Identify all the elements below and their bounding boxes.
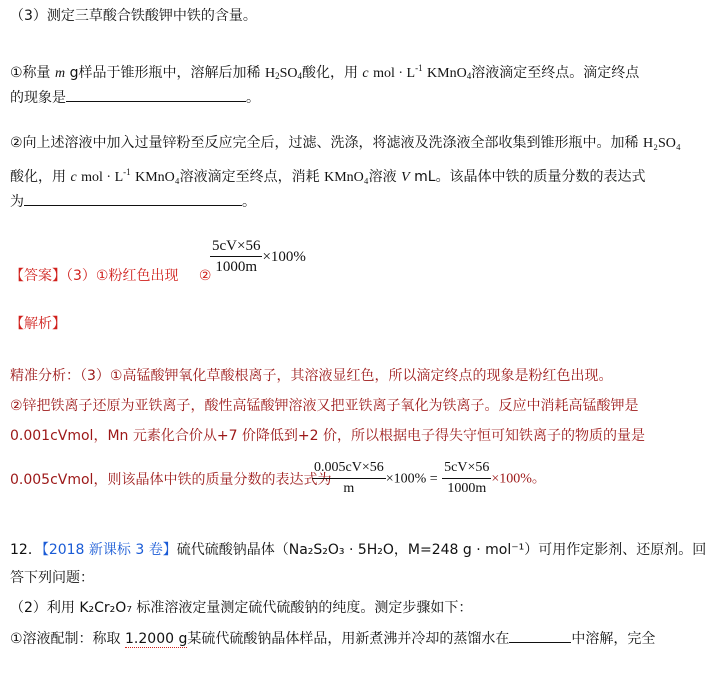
p2-line3 [10, 191, 256, 212]
p2-answer-blank[interactable] [24, 191, 242, 206]
q12-step1-mass: 1.2000 g [125, 631, 188, 647]
analysis-frac1-den: m [343, 481, 355, 496]
p2-end: 。 [242, 194, 256, 210]
p2-text-b: 溶液滴定至终点，消耗 [179, 169, 320, 185]
analysis-formula [312, 460, 546, 497]
p1-line2 [10, 87, 260, 108]
answer-frac-num: 5cV×56 [210, 238, 262, 257]
p1-text-a: ①称量 [10, 65, 51, 81]
p2-kmno4b: KMnO₄ [324, 170, 369, 185]
q12-step1-text-a: ①溶液配制：称取 [10, 631, 121, 647]
answer-tail: ×100% [262, 249, 306, 265]
p1-line1 [10, 58, 639, 86]
p1-kmno4: KMnO$_4$ [427, 66, 472, 81]
analysis-mid: ×100% = [385, 471, 438, 487]
answer-formula [210, 238, 306, 275]
p2-text-c: 溶液 [368, 169, 397, 185]
answer-line [10, 266, 211, 286]
analysis-frac1 [312, 460, 386, 497]
p2-text-d: mL。该晶体中铁的质量分数的表达式 [414, 169, 646, 185]
analysis-line3: 0.001cVmol，Mn 元素化合价从+7 价降低到+2 价，所以根据电子得失守恒可知铁离子的物质的量是 [10, 428, 646, 444]
p2-line2 [10, 162, 646, 188]
q12-line1 [10, 540, 706, 560]
q12-number: 12． [10, 542, 42, 558]
q12-source-tag[interactable]: 【2018 新课标 3 卷】 [41, 542, 177, 558]
analysis-frac2 [442, 460, 491, 497]
answer-label: 【答案】 [10, 268, 66, 284]
answer-frac-den: 1000m [215, 259, 258, 275]
analysis-line1: 精准分析：（3）①高锰酸钾氧化草酸根离子，其溶液显红色，所以滴定终点的现象是粉红色出现。 [10, 368, 613, 384]
q12-step1-text-c: 中溶解，完全 [571, 631, 656, 647]
q12-step1-blank[interactable] [509, 628, 571, 643]
q12-sub2: （2）利用 K₂Cr₂O₇ 标准溶液定量测定硫代硫酸钠的纯度。测定步骤如下： [10, 600, 473, 616]
q12-step1 [10, 628, 655, 649]
answer-num2: ② [198, 268, 212, 284]
analysis-line4-text: 0.005cVmol，则该晶体中铁的质量分数的表达式为 [10, 472, 332, 488]
q12-line2: 答下列问题： [10, 570, 94, 586]
p1-end: 。 [246, 90, 260, 106]
analysis-frac2-den: 1000m [447, 481, 487, 496]
p2-var-c: c [70, 170, 77, 185]
p2-text-line1: ②向上述溶液中加入过量锌粉至反应完全后，过滤、洗涤，将滤液及洗涤液全部收集到锥形瓶中。加稀 [10, 135, 639, 151]
analysis-frac1-num: 0.005cV×56 [312, 460, 386, 479]
answer-fraction [210, 238, 262, 275]
p2-unit: mol · $L^{-1}$ [81, 167, 131, 185]
answer-text: （3）①粉红色出现 [66, 268, 179, 284]
p1-answer-blank[interactable] [66, 87, 246, 102]
p2-line1 [10, 133, 681, 154]
p1-text-d: 溶液滴定至终点。滴定终点 [471, 65, 640, 81]
p1-text-c: 酸化，用 [301, 65, 358, 81]
p1-text-line2: 的现象是 [10, 90, 66, 106]
q12-text1: 硫代硫酸钠晶体（Na₂S₂O₃ · 5H₂O，M=248 g · mol⁻¹）可用作定影剂、还原剂。回 [176, 542, 706, 558]
p1-unit: mol · $L^{-1}$ [373, 63, 423, 81]
analysis-line2: ②锌把铁离子还原为亚铁离子，酸性高锰酸钾溶液又把亚铁离子氧化为铁离子。反应中消耗高锰酸钾是 [10, 398, 639, 414]
p2-h2so4: H₂SO₄ [643, 136, 681, 151]
p1-var-m: m [55, 66, 66, 81]
q12-step1-text-b: 某硫代硫酸钠晶体样品，用新煮沸并冷却的蒸馏水在 [187, 631, 510, 647]
p1-h2so4: $H_2SO_4$ [264, 66, 302, 81]
analysis-line4 [10, 470, 331, 490]
p2-kmno4: KMnO₄ [135, 170, 180, 185]
analysis-label: 【解析】 [10, 316, 66, 332]
p2-text-a: 酸化，用 [10, 169, 66, 185]
analysis-tail: ×100%。 [491, 471, 546, 487]
q3-title: （3）测定三草酸合铁酸钾中铁的含量。 [10, 8, 257, 24]
p2-text-line3: 为 [10, 194, 24, 210]
analysis-frac2-num: 5cV×56 [442, 460, 491, 479]
p1-text-b: g样品于锥形瓶中，溶解后加稀 [69, 65, 261, 81]
p1-var-c: c [362, 66, 369, 81]
p2-var-v: V [401, 170, 410, 185]
